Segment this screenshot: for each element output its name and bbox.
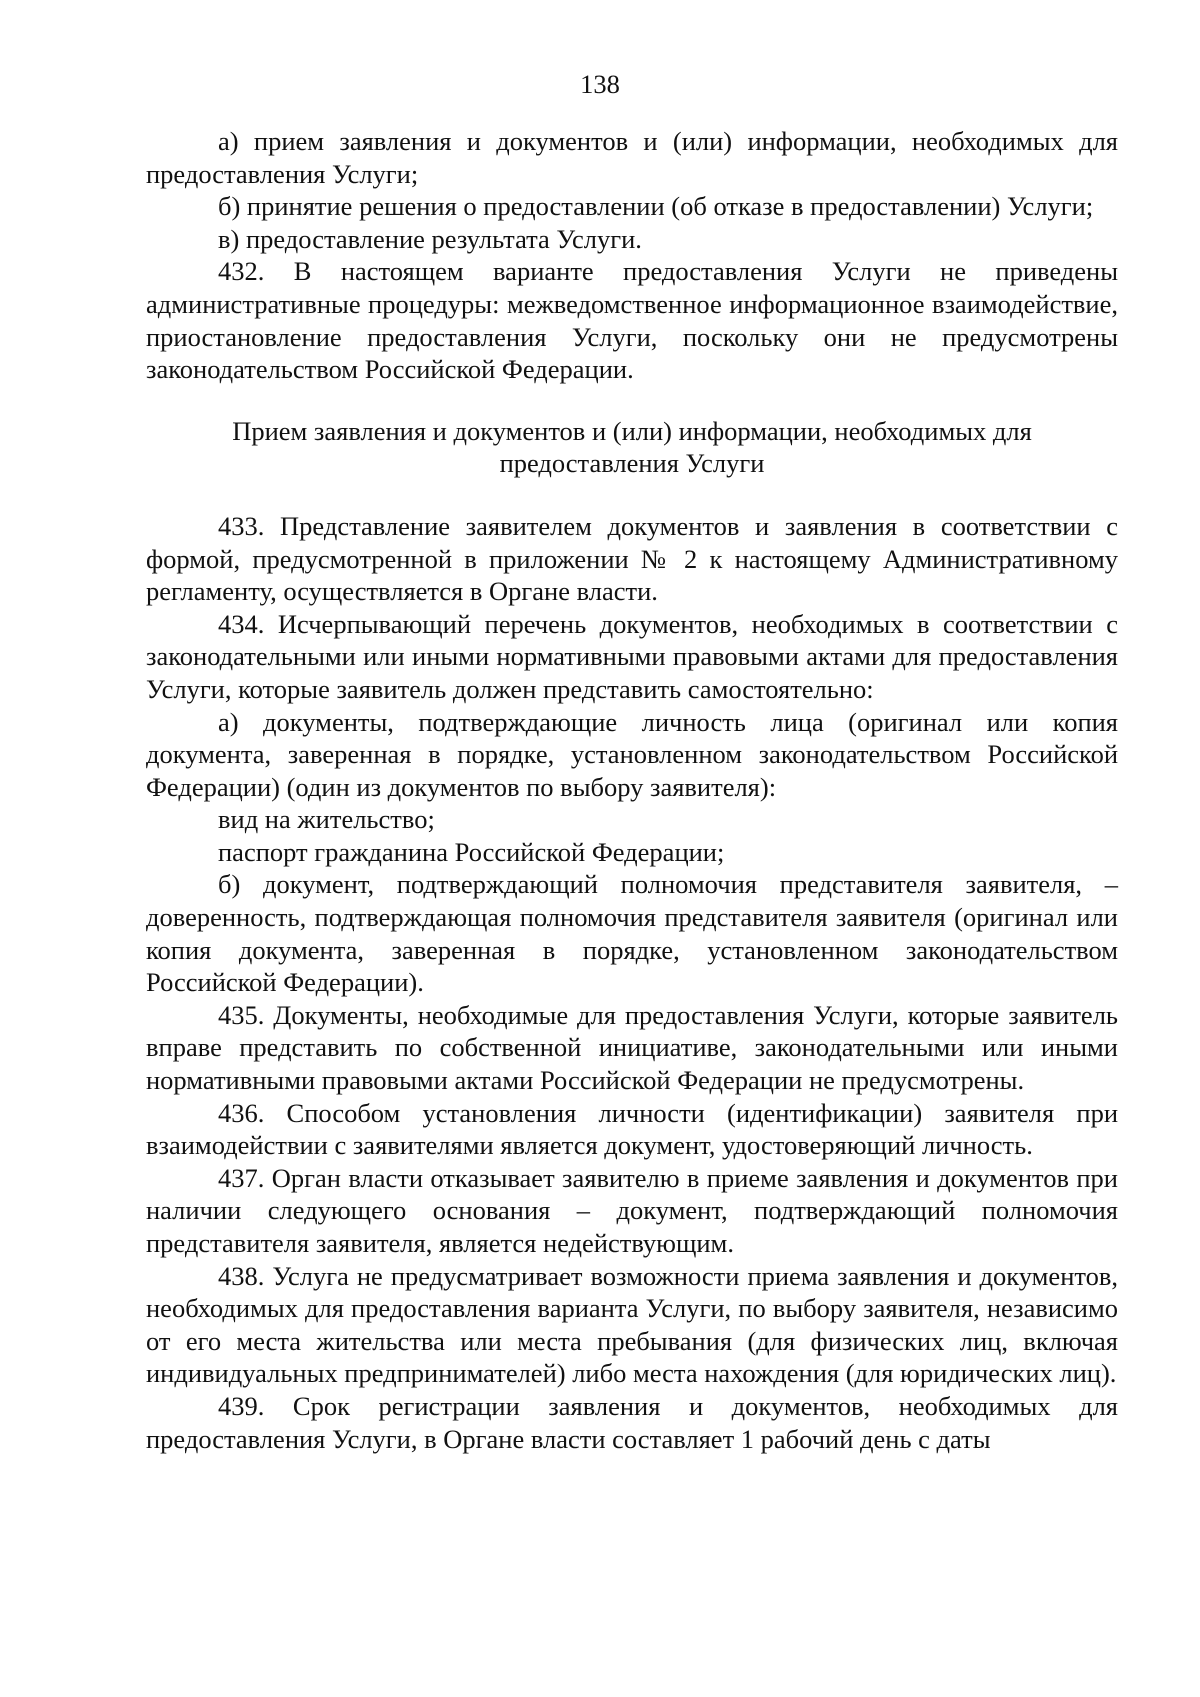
paragraph-439: 439. Срок регистрации заявления и документов, необходимых для предоставления Услуги, в Органе власти составляет 1 рабочий день с даты [146,1390,1118,1454]
paragraph-435: 435. Документы, необходимые для предоставления Услуги, которые заявитель вправе представить по собственной инициативе, законодательными или иными нормативными правовыми актами Российской Федерации не предусмотрены. [146,999,1118,1096]
list-item-c: в) предоставление результата Услуги. [218,223,642,254]
paragraph-434-a: а) документы, подтверждающие личность лица (оригинал или копия документа, заверенная в порядке, установленном законодательством Российской Федерации) (один из документов по выбору заявителя): [146,706,1118,802]
document-body [146,125,1118,1455]
page-number: 138 [580,69,620,99]
paragraph-436: 436. Способом установления личности (идентификации) заявителя при взаимодействии с заявителями является документ, удостоверяющий личность. [146,1097,1118,1161]
paragraph-438: 438. Услуга не предусматривает возможности приема заявления и документов, необходимых для предоставления варианта Услуги, по выбору заявителя, независимо от его места жительства или места пребывания (для физических лиц, включая индивидуальных предпринимателей) либо места нахождения (для юридических лиц). [146,1260,1118,1389]
list-item-b: б) принятие решения о предоставлении (об отказе в предоставлении) Услуги; [218,191,1094,222]
paragraph-434-b: б) документ, подтверждающий полномочия представителя заявителя, – доверенность, подтверждающая полномочия представителя заявителя (оригинал или копия документа, заверенная в порядке, установленном законодательством Российской Федерации). [146,869,1118,998]
list-item-passport: паспорт гражданина Российской Федерации; [218,836,725,867]
list-item-residence-permit: вид на жительство; [218,804,435,835]
paragraph-434: 434. Исчерпывающий перечень документов, необходимых в соответствии с законодательными или иными нормативными правовыми актами для предоставления Услуги, которые заявитель должен представить самостоятельно: [146,608,1118,704]
paragraph-437: 437. Орган власти отказывает заявителю в приеме заявления и документов при наличии следующего основания – документ, подтверждающий полномочия представителя заявителя, является недействующим. [146,1162,1118,1258]
list-item-a: а) прием заявления и документов и (или) информации, необходимых для предоставления Услуги; [146,126,1118,189]
section-heading: Прием заявления и документов и (или) информации, необходимых для предоставления Услуги [232,415,1032,479]
paragraph-433: 433. Представление заявителем документов и заявления в соответствии с формой, предусмотренной в приложении № 2 к настоящему Административному регламенту, осуществляется в Органе власти. [146,510,1118,607]
paragraph-432: 432. В настоящем варианте предоставления Услуги не приведены административные процедуры: межведомственное информационное взаимодействие, приостановление предоставления Услуги, поскольку они не предусмотрены законодательством Российской Федерации. [146,256,1118,385]
